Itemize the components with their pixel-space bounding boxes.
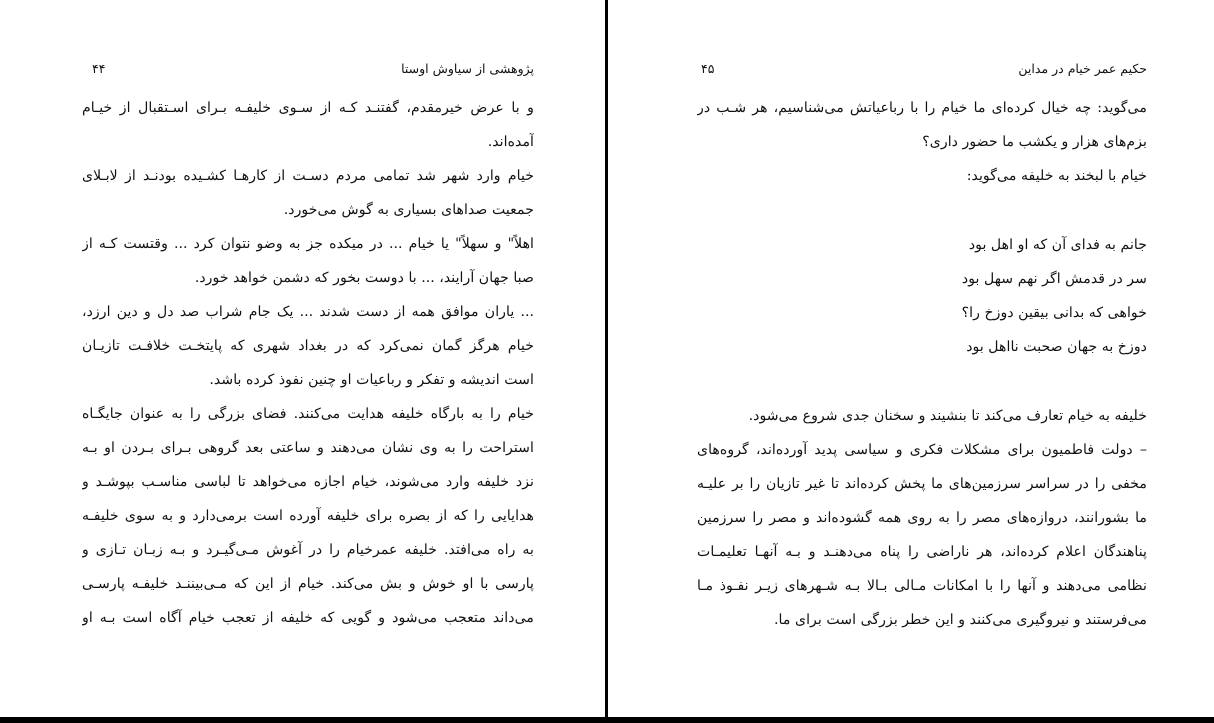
left-running-title: پژوهشی از سیاوش اوستا (401, 61, 534, 76)
text-line: است اندیشه و تفکر و رباعیات او چنین نفوذ کرده باشد. (209, 372, 534, 388)
text-line: بزم‌های هزار و یکشب ما حضور داری؟ (922, 134, 1147, 150)
text-line: پارسی با او خوش و بش می‌کند. خیام از این که مـی‌بیننـد خلیفـه پارسـی (82, 576, 534, 592)
text-line: اهلاً" و سهلاً" یا خیام ... در میکده جز به وضو نتوان کرد ... وقتست کـه از (82, 236, 534, 252)
bottom-border (0, 717, 1214, 723)
text-line: می‌داند متعجب می‌شود و گویی که خلیفه از تعجب خیام آگاه است بـه او (82, 610, 534, 626)
right-running-title: حکیم عمر خیام در مداین (1018, 61, 1147, 76)
text-line: جمعیت صداهای بسیاری به گوش می‌خورد. (283, 202, 534, 218)
text-line: نظامی می‌دهند و آنها را با امکانات مـالی بـالا بـه شـهرهای زیـر نفـوذ مـا (697, 578, 1147, 594)
text-line: مخفی را در سراسر سرزمین‌های ما پخش کرده‌اند تا غیر تازیان را بر علیـه (697, 476, 1147, 492)
verse-line: دوزخ به جهان صحبت نااهل بود (966, 339, 1147, 355)
text-line: پناهندگان اعلام کرده‌اند، هر ناراضی را پناه می‌دهنـد و بـه آنهـا تعلیمـات (697, 544, 1147, 560)
right-page-header (701, 60, 1147, 78)
text-line: – دولت فاطمیون برای مشکلات فکری و سیاسی پدید آورده‌اند، گروه‌های (697, 442, 1147, 458)
blank-line (697, 196, 1147, 231)
text-line: هدایایی را که از بصره برای خلیفه آورده است برمی‌دارد و به سوی خلیفـه (82, 508, 534, 524)
text-line: می‌فرستند و نیروگیری می‌کنند و این خطر بزرگی است برای ما. (774, 612, 1147, 628)
text-line: خیام وارد شهر شد تمامی مردم دسـت از کارهـا کشـیده بودنـد از لابـلای (82, 168, 534, 184)
left-page-body (82, 94, 534, 638)
right-page (611, 0, 1214, 717)
text-line: خیام هرگز گمان نمی‌کرد که در بغداد شهری که پایتخـت خلافـت تازیـان (82, 338, 534, 354)
text-line: صبا جهان آرایند، ... با دوست بخور که دشمن خواهد خورد. (194, 270, 534, 286)
text-line: نزد خلیفه وارد می‌شوند، خیام اجازه می‌خواهد تا لباسی مناسـب بپوشـد و (82, 474, 534, 490)
text-line: خلیفه به خیام تعارف می‌کند تا بنشیند و سخنان جدی شروع می‌شود. (748, 408, 1147, 424)
text-line: می‌گوید: چه خیال کرده‌ای ما خیام را با رباعیاتش می‌شناسیم، هر شـب در (697, 100, 1147, 116)
text-line: خیام با لبخند به خلیفه می‌گوید: (966, 168, 1147, 184)
left-page-number: ۴۴ (92, 61, 106, 76)
verse-line: سر در قدمش اگر نهم سهل بود (961, 271, 1147, 287)
verse-line: خواهی که بدانی بیقین دوزخ را؟ (961, 305, 1147, 321)
right-page-number: ۴۵ (701, 61, 715, 76)
text-line: و با عرض خیرمقدم، گفتنـد کـه از سـوی خلیفـه بـرای اسـتقبال از خیـام (82, 100, 534, 116)
verse-line: جانم به فدای آن که او اهل بود (968, 237, 1147, 253)
text-line: ما بشورانند، دروازه‌های مصر را به روی همه گشوده‌اند و مصر را سرزمین (697, 510, 1147, 526)
text-line: به راه می‌افتد. خلیفه عمرخیام را در آغوش مـی‌گیـرد و بـه زبـان تـازی و (82, 542, 534, 558)
text-line: خیام را به بارگاه خلیفه هدایت می‌کنند. فضای بزرگی را به عنوان جایگـاه (82, 406, 534, 422)
blank-line (697, 367, 1147, 402)
left-page-header (92, 60, 534, 78)
left-page (0, 0, 605, 717)
text-line: ... یاران موافق همه از دست شدند ... یک جام شراب صد دل و دین ارزد، (82, 304, 534, 320)
text-line: استراحت را به وی نشان می‌دهند و ساعتی بعد گروهی بـرای بـردن او بـه (82, 440, 534, 456)
text-line: آمده‌اند. (487, 134, 534, 150)
right-page-body (697, 94, 1147, 640)
book-spine-divider (605, 0, 608, 723)
